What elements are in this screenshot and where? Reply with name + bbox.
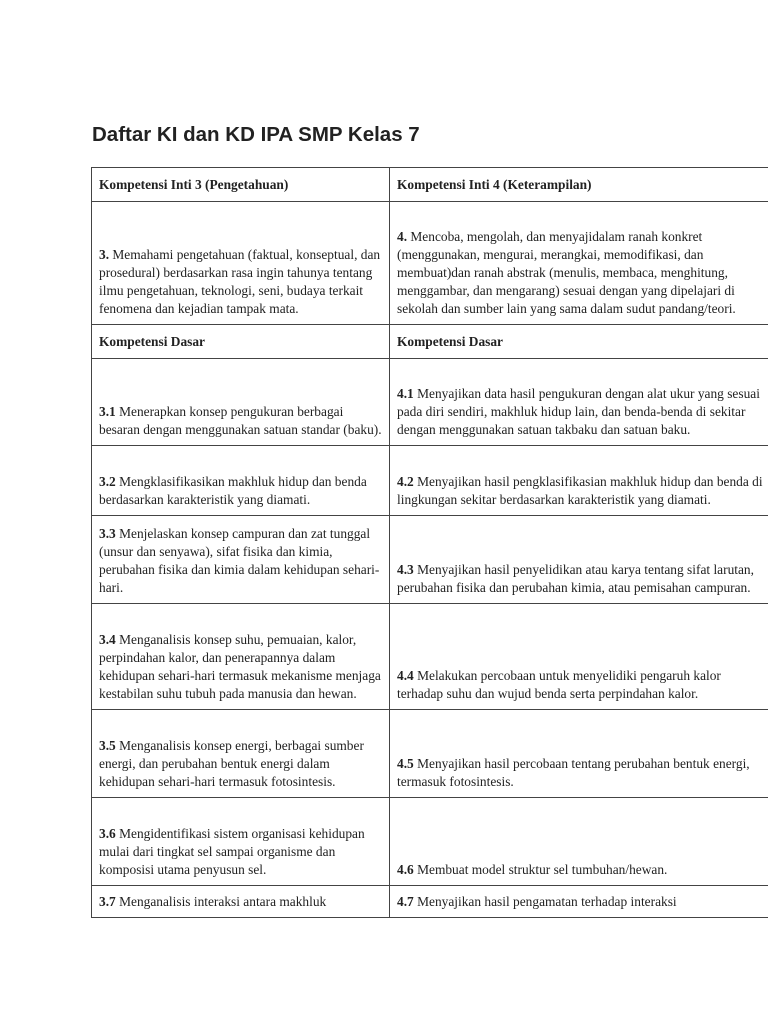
ki3-cell (92, 202, 390, 325)
kd-row-6 (92, 798, 768, 886)
kd-row-1 (92, 359, 768, 446)
kd-row-3 (92, 516, 768, 604)
kd-3-4-cell (92, 604, 390, 710)
kd-3-7-number: 3.7 (99, 894, 116, 909)
kd-4-3-number: 4.3 (397, 562, 414, 577)
kd-4-7-cell (390, 886, 768, 918)
kd-4-7-text: Menyajikan hasil pengamatan terhadap interaksi (413, 894, 677, 909)
kd-row-5 (92, 710, 768, 798)
kd-4-4-number: 4.4 (397, 668, 414, 683)
kd-3-2-text: Mengklasifikasikan makhluk hidup dan benda berdasarkan karakteristik yang diamati. (99, 474, 367, 507)
ki3-text: Memahami pengetahuan (faktual, konseptual, dan prosedural) berdasarkan rasa ingin tahunya tentang ilmu pengetahuan, teknologi, seni, budaya terkait fenomena dan kejadian tampak mata. (99, 247, 381, 316)
kd-4-6-cell (390, 798, 768, 886)
kd-3-1-text: Menerapkan konsep pengukuran berbagai besaran dengan menggunakan satuan standar (baku). (99, 404, 382, 437)
page-title: Daftar KI dan KD IPA SMP Kelas 7 (92, 123, 420, 146)
kd-3-3-text: Menjelaskan konsep campuran dan zat tunggal (unsur dan senyawa), sifat fisika dan kimia, perubahan fisika dan kimia dalam kehidupan sehari-hari. (99, 526, 380, 595)
kd-3-6-cell (92, 798, 390, 886)
ki4-text: Mencoba, mengolah, dan menyajidalam ranah konkret (menggunakan, mengurai, merangkai, memodifikasi, dan membuat)dan ranah abstrak (menulis, membaca, menghitung, menggambar, dan mengarang) sesuai dengan yang dipelajari di sekolah dan sumber lain yang sama dalam sudut pandang/teori. (397, 229, 736, 316)
kd-4-7-number: 4.7 (397, 894, 414, 909)
kd-3-1-number: 3.1 (99, 404, 116, 419)
ki4-number: 4. (397, 229, 408, 244)
kd-3-2-cell (92, 446, 390, 516)
kd-4-3-text: Menyajikan hasil penyelidikan atau karya tentang sifat larutan, perubahan fisika dan perubahan kimia, atau pemisahan campuran. (397, 562, 754, 595)
kd-4-1-cell (390, 359, 768, 446)
ki3-header-cell: Kompetensi Inti 3 (Pengetahuan) (92, 168, 390, 202)
kd-3-4-text: Menganalisis konsep suhu, pemuaian, kalor, perpindahan kalor, dan penerapannya dalam kehidupan sehari-hari termasuk mekanisme menjaga kestabilan suhu tubuh pada manusia dan hewan. (99, 632, 381, 701)
kd-4-6-number: 4.6 (397, 862, 414, 877)
kd-3-3-cell (92, 516, 390, 604)
kd-4-2-number: 4.2 (397, 474, 414, 489)
kd-right-header-cell: Kompetensi Dasar (390, 325, 768, 359)
kd-4-4-text: Melakukan percobaan untuk menyelidiki pengaruh kalor terhadap suhu dan wujud benda serta perpindahan kalor. (397, 668, 721, 701)
kd-3-5-number: 3.5 (99, 738, 116, 753)
kd-row-2 (92, 446, 768, 516)
kd-4-2-text: Menyajikan hasil pengklasifikasian makhluk hidup dan benda di lingkungan sekitar berdasarkan karakteristik yang diamati. (397, 474, 763, 507)
kd-4-3-cell (390, 516, 768, 604)
kd-row-4 (92, 604, 768, 710)
kd-4-1-number: 4.1 (397, 386, 414, 401)
kd-3-6-number: 3.6 (99, 826, 116, 841)
ki4-cell (390, 202, 768, 325)
ki4-header-cell: Kompetensi Inti 4 (Keterampilan) (390, 168, 768, 202)
kd-header-row (92, 325, 768, 359)
kd-row-7 (92, 886, 768, 918)
kd-4-5-cell (390, 710, 768, 798)
kd-3-2-number: 3.2 (99, 474, 116, 489)
kd-4-5-text: Menyajikan hasil percobaan tentang perubahan bentuk energi, termasuk fotosintesis. (397, 756, 750, 789)
kd-3-3-number: 3.3 (99, 526, 116, 541)
kd-3-7-text: Menganalisis interaksi antara makhluk (115, 894, 327, 909)
kd-4-4-cell (390, 604, 768, 710)
kd-3-5-text: Menganalisis konsep energi, berbagai sumber energi, dan perubahan bentuk energi dalam kehidupan sehari-hari termasuk fotosintesis. (99, 738, 364, 789)
kd-3-1-cell (92, 359, 390, 446)
kd-3-4-number: 3.4 (99, 632, 116, 647)
kd-3-6-text: Mengidentifikasi sistem organisasi kehidupan mulai dari tingkat sel sampai organisme dan komposisi utama penyusun sel. (99, 826, 365, 877)
ki-row (92, 202, 768, 325)
kd-3-7-cell (92, 886, 390, 918)
kd-4-2-cell (390, 446, 768, 516)
kd-3-5-cell (92, 710, 390, 798)
ki-kd-table (91, 167, 768, 918)
kd-left-header-cell: Kompetensi Dasar (92, 325, 390, 359)
ki3-number: 3. (99, 247, 110, 262)
ki-header-row (92, 168, 768, 202)
kd-4-6-text: Membuat model struktur sel tumbuhan/hewan. (413, 862, 668, 877)
kd-4-1-text: Menyajikan data hasil pengukuran dengan alat ukur yang sesuai pada diri sendiri, makhluk hidup lain, dan benda-benda di sekitar dengan menggunakan satuan takbaku dan satuan baku. (397, 386, 760, 437)
kd-4-5-number: 4.5 (397, 756, 414, 771)
